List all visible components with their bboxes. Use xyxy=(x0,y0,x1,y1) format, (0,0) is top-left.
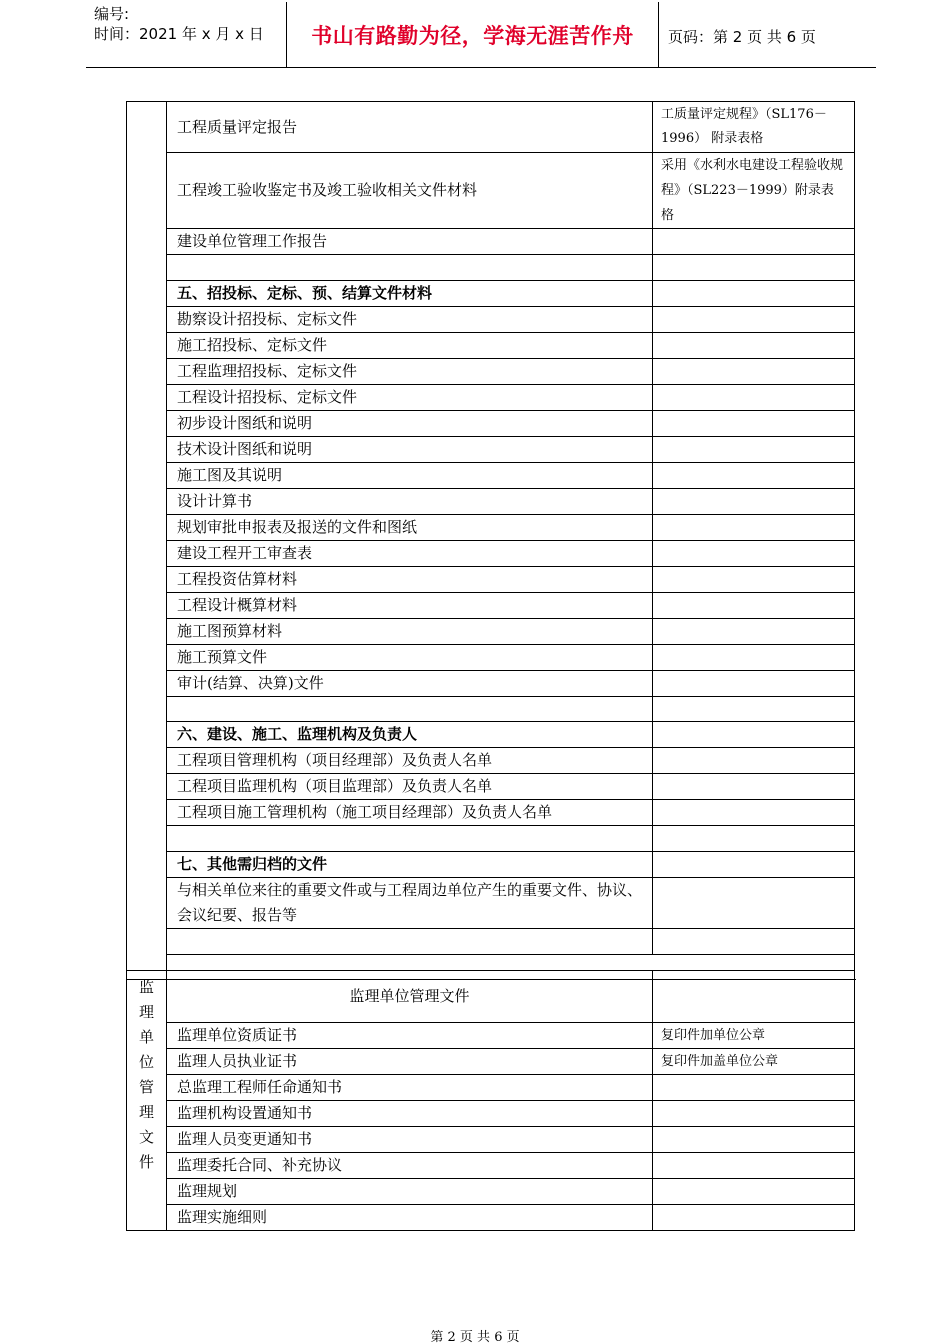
item-cell: 工程设计招投标、定标文件 xyxy=(167,385,653,411)
item-cell: 监理实施细则 xyxy=(167,1205,653,1231)
item-cell: 设计计算书 xyxy=(167,489,653,515)
table-row xyxy=(127,671,855,697)
item-cell: 工程监理招投标、定标文件 xyxy=(167,359,653,385)
page-footer: 第 2 页 共 6 页 xyxy=(430,1330,520,1344)
table-row-empty xyxy=(127,255,855,281)
item-cell: 工程投资估算材料 xyxy=(167,567,653,593)
section-title: 六、建设、施工、监理机构及负责人 xyxy=(167,722,653,748)
supervision-title: 监理单位管理文件 xyxy=(167,971,653,1023)
note-cell xyxy=(653,1179,855,1205)
table-row xyxy=(127,153,855,229)
item-cell: 初步设计图纸和说明 xyxy=(167,411,653,437)
item-cell: 施工招投标、定标文件 xyxy=(167,333,653,359)
section-title: 五、招投标、定标、预、结算文件材料 xyxy=(167,281,653,307)
item-cell: 工程竣工验收鉴定书及竣工验收相关文件材料 xyxy=(167,153,653,229)
vertical-label-char: 位 xyxy=(138,1053,154,1071)
item-cell: 工程设计概算材料 xyxy=(167,593,653,619)
table-row xyxy=(127,541,855,567)
header-meta xyxy=(94,4,284,44)
note-cell xyxy=(653,1153,855,1179)
item-cell: 施工预算文件 xyxy=(167,645,653,671)
note-cell: 复印件加单位公章 xyxy=(653,1023,855,1049)
motto-text: 书山有路勤为径，学海无涯苦作舟 xyxy=(311,24,634,48)
section-row xyxy=(127,852,855,878)
section-row xyxy=(127,281,855,307)
table-row xyxy=(127,593,855,619)
time-label: 时间：2021 年 x 月 x 日 xyxy=(94,25,264,43)
note-cell: 复印件加盖单位公章 xyxy=(653,1049,855,1075)
item-cell: 建设工程开工审查表 xyxy=(167,541,653,567)
vertical-label-char: 理 xyxy=(138,1103,154,1121)
supervision-table xyxy=(126,970,855,1231)
table-row xyxy=(127,437,855,463)
vertical-label-char: 理 xyxy=(138,1003,154,1021)
vertical-label xyxy=(127,971,166,1175)
table-row-empty xyxy=(127,826,855,852)
table-row xyxy=(127,1023,855,1049)
item-cell: 与相关单位来往的重要文件或与工程周边单位产生的重要文件、协议、会议纪要、报告等 xyxy=(167,878,653,929)
table-row xyxy=(127,307,855,333)
supervision-side-label xyxy=(127,971,167,1231)
table-row xyxy=(127,411,855,437)
table-row xyxy=(127,567,855,593)
table-row xyxy=(127,359,855,385)
vertical-label-char: 管 xyxy=(138,1078,154,1096)
note-cell xyxy=(653,1075,855,1101)
table-row xyxy=(127,1153,855,1179)
page-info: 页码：第 2 页 共 6 页 xyxy=(668,28,816,46)
note-cell xyxy=(653,1205,855,1231)
table-row xyxy=(127,645,855,671)
table-row xyxy=(127,1205,855,1231)
item-cell: 工程项目施工管理机构（施工项目经理部）及负责人名单 xyxy=(167,800,653,826)
table-row xyxy=(127,1127,855,1153)
table-row xyxy=(127,619,855,645)
item-cell: 规划审批申报表及报送的文件和图纸 xyxy=(167,515,653,541)
table-row xyxy=(127,1179,855,1205)
table-row xyxy=(127,385,855,411)
item-cell: 总监理工程师任命通知书 xyxy=(167,1075,653,1101)
table-row xyxy=(127,748,855,774)
vertical-label-char: 件 xyxy=(138,1153,154,1171)
table-row xyxy=(127,489,855,515)
archive-table xyxy=(126,101,855,980)
note-cell xyxy=(653,229,855,255)
item-cell: 监理机构设置通知书 xyxy=(167,1101,653,1127)
note-cell xyxy=(653,1127,855,1153)
table-row xyxy=(127,515,855,541)
table-row-empty xyxy=(127,929,855,955)
item-cell: 监理单位资质证书 xyxy=(167,1023,653,1049)
number-label: 编号: xyxy=(94,5,130,23)
note-cell: 采用《水利水电建设工程验收规程》（SL223－1999）附录表格 xyxy=(653,153,855,229)
header-motto-box xyxy=(286,2,659,68)
table-row-empty xyxy=(127,697,855,722)
table-row xyxy=(127,774,855,800)
table-row xyxy=(127,1049,855,1075)
item-cell: 工程质量评定报告 xyxy=(167,102,653,153)
table-row xyxy=(127,463,855,489)
table-row xyxy=(127,1101,855,1127)
section-row xyxy=(127,722,855,748)
vertical-label-char: 单 xyxy=(138,1028,154,1046)
item-cell: 勘察设计招投标、定标文件 xyxy=(167,307,653,333)
item-cell: 审计(结算、决算)文件 xyxy=(167,671,653,697)
vertical-label-char: 文 xyxy=(138,1128,154,1146)
table-row xyxy=(127,1075,855,1101)
page-header xyxy=(86,2,876,68)
item-cell: 监理规划 xyxy=(167,1179,653,1205)
item-cell: 监理委托合同、补充协议 xyxy=(167,1153,653,1179)
table-row xyxy=(127,800,855,826)
item-cell: 建设单位管理工作报告 xyxy=(167,229,653,255)
item-cell: 工程项目管理机构（项目经理部）及负责人名单 xyxy=(167,748,653,774)
note-cell xyxy=(653,1101,855,1127)
item-cell: 监理人员执业证书 xyxy=(167,1049,653,1075)
item-cell: 技术设计图纸和说明 xyxy=(167,437,653,463)
item-cell: 监理人员变更通知书 xyxy=(167,1127,653,1153)
item-cell: 工程项目监理机构（项目监理部）及负责人名单 xyxy=(167,774,653,800)
item-cell: 施工图预算材料 xyxy=(167,619,653,645)
side-cell-empty xyxy=(127,102,167,980)
table-row xyxy=(127,333,855,359)
item-cell: 施工图及其说明 xyxy=(167,463,653,489)
table-row xyxy=(127,102,855,153)
supervision-title-row xyxy=(127,971,855,1023)
table-row xyxy=(127,229,855,255)
table-row xyxy=(127,878,855,929)
section-title: 七、其他需归档的文件 xyxy=(167,852,653,878)
note-cell: 工质量评定规程》（SL176－1996） 附录表格 xyxy=(653,102,855,153)
vertical-label-char: 监 xyxy=(138,978,154,996)
